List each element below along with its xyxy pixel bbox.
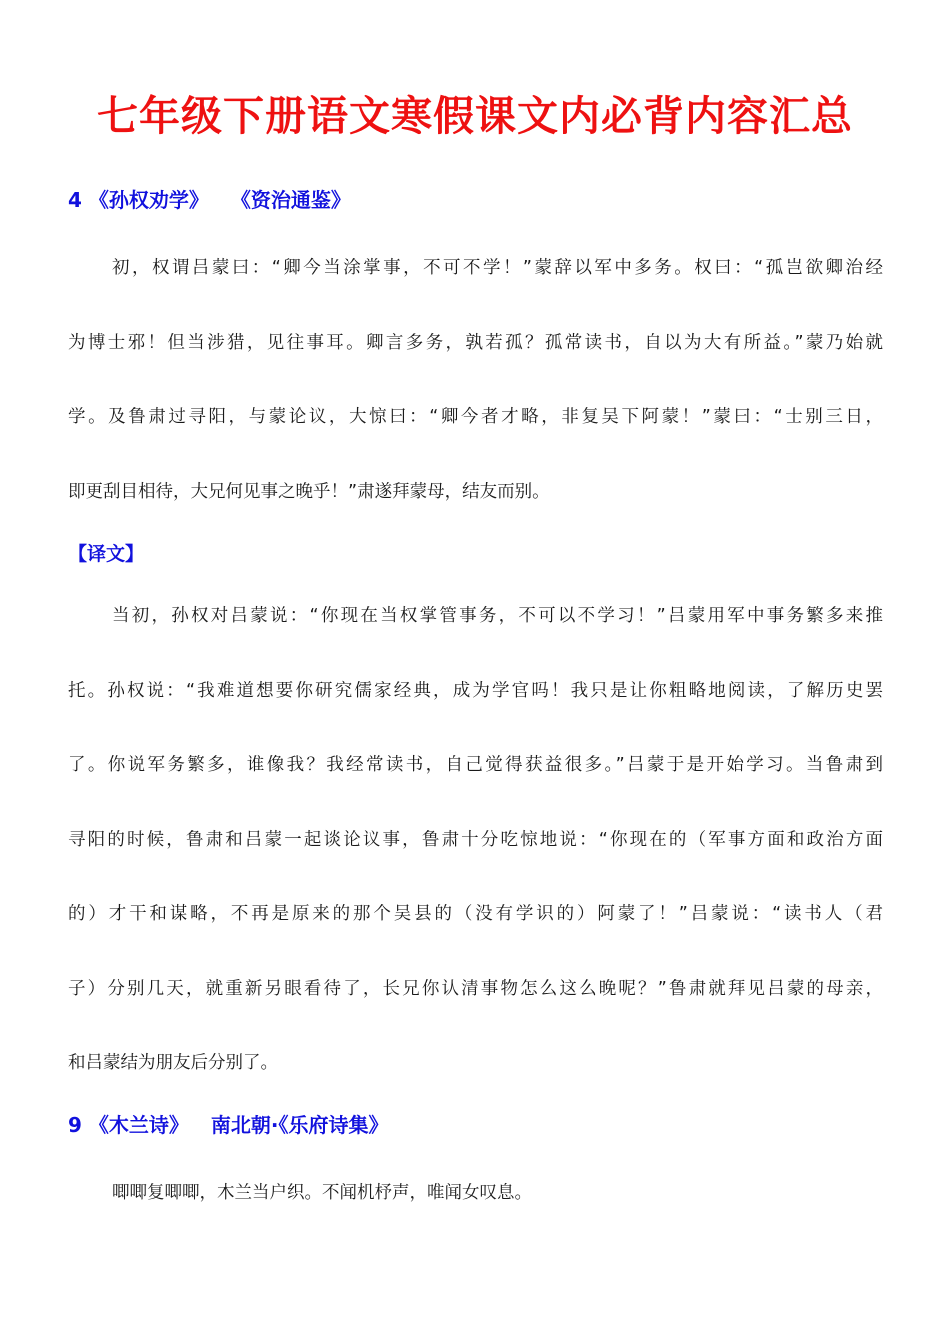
text-line: 学。及鲁肃过寻阳，与蒙论议，大惊曰：“卿今者才略，非复吴下阿蒙！”蒙曰：“士别三日， bbox=[68, 407, 883, 427]
section-heading-sunquan bbox=[68, 186, 351, 214]
translation-text-sunquan bbox=[68, 579, 883, 1101]
text-line: 寻阳的时候，鲁肃和吕蒙一起谈论议事，鲁肃十分吃惊地说：“你现在的（军事方面和政治方面 bbox=[68, 829, 883, 850]
text-line: 初，权谓吕蒙曰：“卿今当涂掌事，不可不学！”蒙辞以军中多务。权曰：“孤岂欲卿治经 bbox=[112, 258, 883, 278]
original-text-mulan bbox=[68, 1156, 883, 1231]
text-line: 和吕蒙结为朋友后分别了。 bbox=[68, 1053, 278, 1073]
text-line: 子）分别几天，就重新另眼看待了，长兄你认清事物怎么这么晚呢？”鲁肃就拜见吕蒙的母亲， bbox=[68, 978, 883, 999]
original-text-sunquan bbox=[68, 231, 883, 529]
text-line: 即更刮目相待，大兄何见事之晚乎！”肃遂拜蒙母，结友而别。 bbox=[68, 481, 550, 502]
text-line: 了。你说军务繁多，谁像我？我经常读书，自己觉得获益很多。”吕蒙于是开始学习。当鲁肃到 bbox=[68, 755, 883, 775]
section-source: 南北朝·《乐府诗集》 bbox=[210, 1113, 389, 1137]
text-line: 唧唧复唧唧，木兰当户织。不闻机杼声，唯闻女叹息。 bbox=[112, 1183, 532, 1203]
text-line: 为博士邪！但当涉猎，见往事耳。卿言多务，孰若孤？孤常读书，自以为大有所益。”蒙乃始就 bbox=[68, 332, 883, 353]
text-line: 托。孙权说：“我难道想要你研究儒家经典，成为学官吗！我只是让你粗略地阅读，了解历史罢 bbox=[68, 680, 883, 701]
translation-label: 【译文】 bbox=[68, 543, 145, 565]
section-title: 《木兰诗》 bbox=[88, 1113, 189, 1137]
text-line: 的）才干和谋略，不再是原来的那个吴县的（没有学识的）阿蒙了！”吕蒙说：“读书人（君 bbox=[68, 904, 883, 924]
section-heading-mulan bbox=[68, 1111, 389, 1139]
section-source: 《资治通鉴》 bbox=[230, 188, 351, 212]
section-number: 4 bbox=[68, 188, 82, 212]
text-line: 当初，孙权对吕蒙说：“你现在当权掌管事务，不可以不学习！”吕蒙用军中事务繁多来推 bbox=[112, 606, 883, 626]
section-number: 9 bbox=[68, 1113, 82, 1137]
document-title: 七年级下册语文寒假课文内必背内容汇总 bbox=[97, 92, 853, 140]
section-title: 《孙权劝学》 bbox=[88, 188, 209, 212]
